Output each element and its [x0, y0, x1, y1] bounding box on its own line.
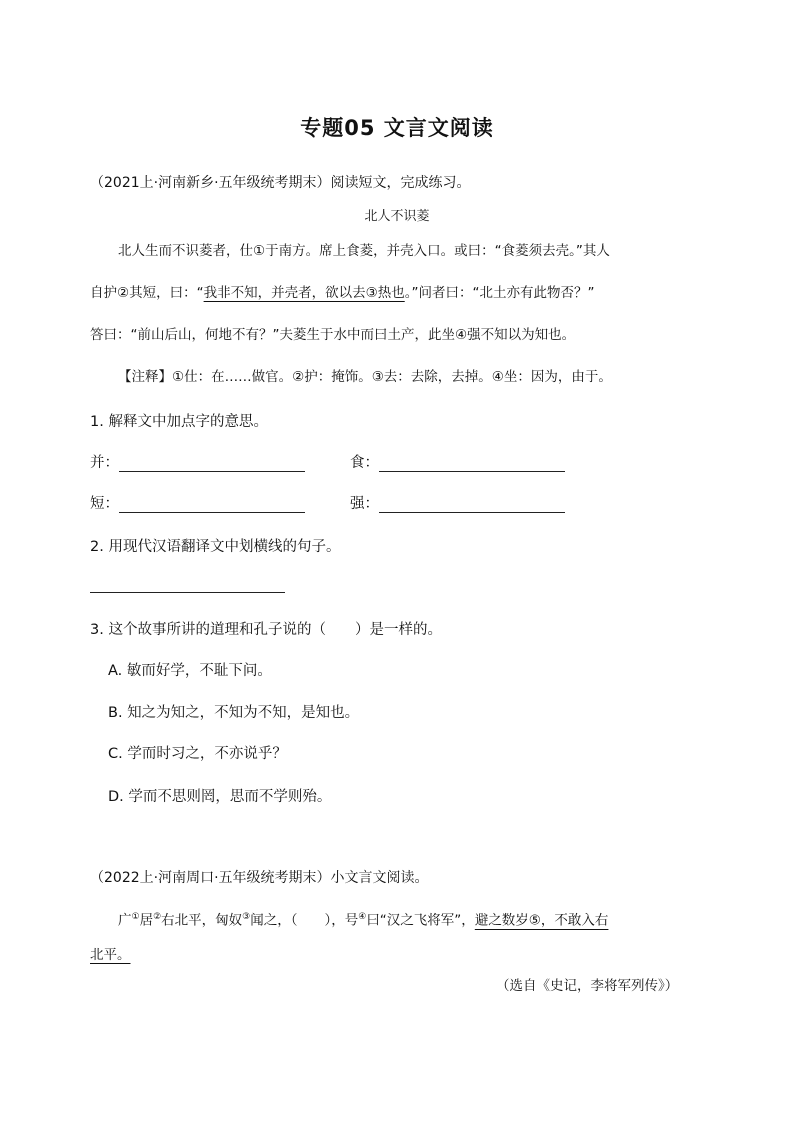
- section1-source: （2021上·河南新乡·五年级统考期末）阅读短文，完成练习。: [90, 175, 471, 191]
- answer-blank[interactable]: [379, 496, 565, 513]
- note-marker: ②: [153, 912, 162, 922]
- question-1: 1. 解释文中加点字的意思。: [90, 414, 268, 430]
- q1-item-label: 强：: [350, 496, 379, 512]
- q1-item-label: 并：: [90, 455, 119, 471]
- q2-answer-line[interactable]: [90, 592, 285, 593]
- note-marker: ③: [242, 912, 251, 922]
- passage2-line-1: [118, 906, 608, 932]
- passage-line-2-pre: 自护②其短，曰：“: [90, 285, 204, 301]
- note-marker: ①: [131, 912, 140, 922]
- underlined-sentence-2b: 北平。: [90, 947, 131, 963]
- q1-item-qiang: [350, 492, 565, 513]
- citation: （选自《史记，李将军列传》）: [496, 978, 679, 994]
- q1-item-label: 食：: [350, 455, 379, 471]
- page-title: 专题05 文言文阅读: [300, 116, 494, 140]
- q1-item-duan: [90, 492, 305, 513]
- option-a[interactable]: A. 敏而好学，不耻下问。: [108, 663, 272, 679]
- passage-line-3: 答曰：“前山后山，何地不有？”夫菱生于水中而曰土产，此坐④强不知以为知也。: [90, 327, 576, 343]
- q1-item-shi: [350, 451, 565, 472]
- passage-line-1: 北人生而不识菱者，仕①于南方。席上食菱，并壳入口。或曰：“食菱须去壳。”其人: [118, 243, 610, 259]
- option-c[interactable]: C. 学而时习之，不亦说乎？: [108, 746, 287, 762]
- option-d[interactable]: D. 学而不思则罔，思而不学则殆。: [108, 789, 332, 805]
- text-span: 闻之，（ ），号: [250, 912, 359, 929]
- option-b[interactable]: B. 知之为知之，不知为不知，是知也。: [108, 705, 360, 721]
- question-3: 3. 这个故事所讲的道理和孔子说的（ ）是一样的。: [90, 622, 442, 638]
- answer-blank[interactable]: [119, 455, 305, 472]
- q1-item-label: 短：: [90, 496, 119, 512]
- text-span: 曰“汉之飞将军”，: [366, 912, 475, 929]
- answer-blank[interactable]: [119, 496, 305, 513]
- q1-item-bing: [90, 451, 305, 472]
- text-span: 居: [139, 912, 154, 929]
- text-span: 广: [118, 912, 132, 929]
- annotation-note: 【注释】①仕：在……做官。②护：掩饰。③去：去除，去掉。④坐：因为，由于。: [118, 369, 612, 385]
- passage2-line-2: [90, 944, 131, 966]
- passage-title: 北人不识菱: [364, 209, 430, 224]
- question-2: 2. 用现代汉语翻译文中划横线的句子。: [90, 539, 341, 555]
- answer-blank[interactable]: [379, 455, 565, 472]
- passage-line-2-post: 。”问者曰：“北土亦有此物否？”: [404, 285, 595, 301]
- note-marker: ④: [358, 912, 367, 922]
- underlined-sentence-2a: 避之数岁⑤，不敢入右: [474, 912, 609, 929]
- text-span: 右北平，匈奴: [161, 912, 243, 929]
- passage-line-2: [90, 282, 594, 304]
- section2-source: （2022上·河南周口·五年级统考期末）小文言文阅读。: [90, 870, 429, 886]
- underlined-sentence: 我非不知，并壳者，欲以去③热也: [203, 285, 405, 301]
